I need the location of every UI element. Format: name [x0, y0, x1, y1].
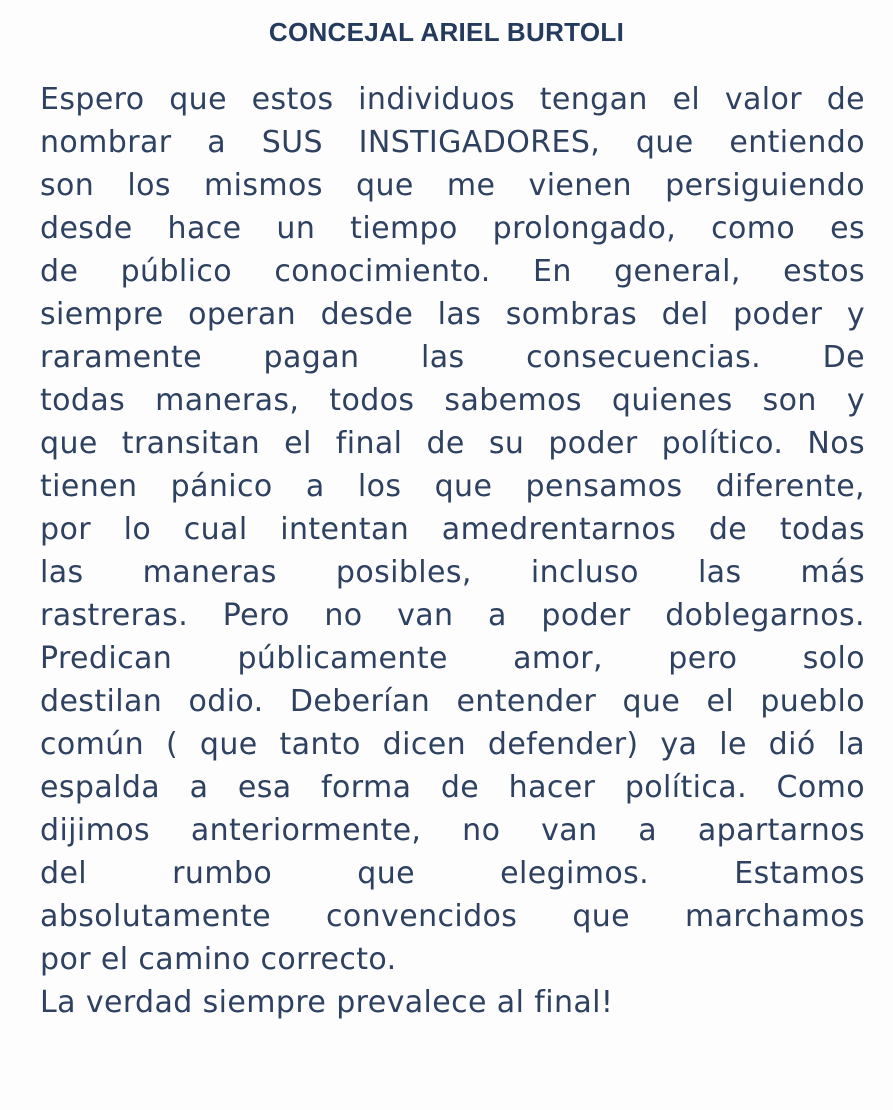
statement-text-line: todas maneras, todos sabemos quienes son y: [40, 383, 865, 418]
statement-text-line: por el camino correcto.: [40, 942, 397, 977]
statement-text-line: La verdad siempre prevalece al final!: [40, 985, 614, 1020]
statement-text-line: que transitan el final de su poder político. Nos: [40, 426, 865, 461]
statement-text-line: del rumbo que elegimos. Estamos: [40, 856, 865, 891]
statement-text-line: nombrar a SUS INSTIGADORES, que entiendo: [40, 125, 865, 160]
statement-title: CONCEJAL ARIEL BURTOLI: [268, 17, 625, 47]
statement-text-line: desde hace un tiempo prolongado, como es: [40, 211, 865, 246]
statement-text-line: absolutamente convencidos que marchamos: [40, 899, 865, 934]
statement-text-line: tienen pánico a los que pensamos diferente,: [40, 469, 865, 504]
statement-text-line: las maneras posibles, incluso las más: [40, 555, 865, 590]
statement-text-line: Espero que estos individuos tengan el valor de: [40, 82, 865, 117]
statement-text-line: son los mismos que me vienen persiguiendo: [40, 168, 865, 203]
statement-text-line: de público conocimiento. En general, estos: [40, 254, 865, 289]
statement-text-line: dijimos anteriormente, no van a apartarnos: [40, 813, 865, 848]
statement-text-line: común ( que tanto dicen defender) ya le dió la: [40, 727, 865, 762]
statement-text-line: Predican públicamente amor, pero solo: [40, 641, 865, 676]
statement-text-line: rastreras. Pero no van a poder doblegarnos.: [40, 598, 865, 633]
statement-text-line: siempre operan desde las sombras del poder y: [40, 297, 865, 332]
statement-paragraph: [40, 78, 865, 1024]
statement-text-line: por lo cual intentan amedrentarnos de todas: [40, 512, 865, 547]
statement-text-line: destilan odio. Deberían entender que el pueblo: [40, 684, 865, 719]
statement-text-line: espalda a esa forma de hacer política. Como: [40, 770, 865, 805]
statement-text-line: raramente pagan las consecuencias. De: [40, 340, 865, 375]
